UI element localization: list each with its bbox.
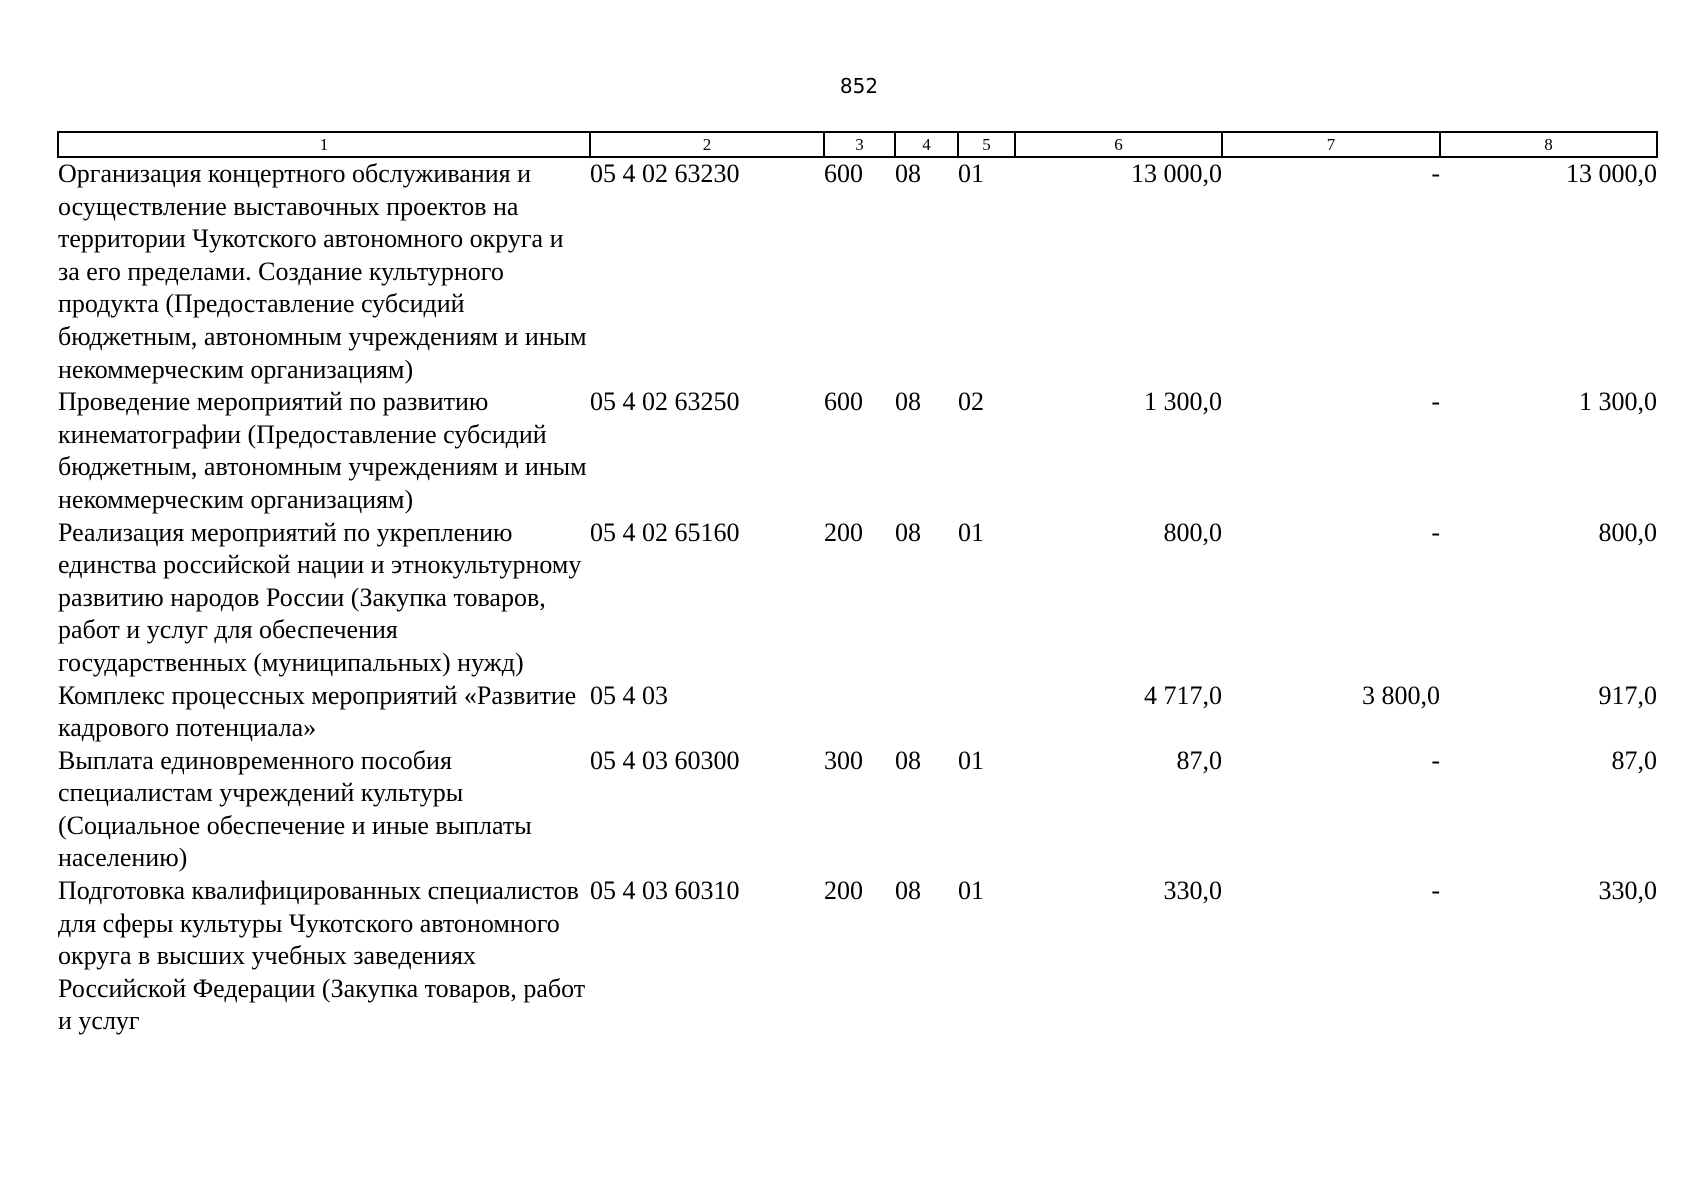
column-header-2: 2 [590,132,824,157]
column-header-1: 1 [58,132,590,157]
row-col-4: 08 [895,517,921,547]
row-col-4 [895,680,958,745]
row-col-4: 08 [895,745,921,775]
table-row [58,745,1657,875]
row-col-3: 200 [824,876,863,906]
row-col-5: 01 [958,876,984,906]
row-code: 05 4 03 60310 [590,876,740,906]
row-code: 05 4 03 [590,680,668,710]
row-col-5 [958,680,1015,745]
column-number-row [58,132,1657,157]
column-header-7: 7 [1222,132,1440,157]
table-row [58,157,1657,386]
row-col-4: 08 [895,159,921,188]
row-col-7: - [1431,876,1440,906]
row-col-8: 1 300,0 [1579,387,1657,417]
row-col-8: 330,0 [1598,876,1657,906]
row-code: 05 4 02 65160 [590,517,740,547]
row-col-6: 87,0 [1176,745,1222,775]
row-col-6: 330,0 [1163,876,1222,906]
row-col-5: 01 [958,159,984,188]
row-col-4: 08 [895,387,921,417]
table-row [58,517,1657,680]
row-col-7: - [1431,159,1440,188]
table-row [58,386,1657,516]
row-name: Подготовка квалифицированных специалистов для сферы культуры Чукотского автономного округа в высших учебных заведениях Российской Федерации (Закупка товаров, работ и услуг [58,876,586,1036]
row-col-3: 300 [824,745,863,775]
table-header [58,132,1657,157]
row-col-6: 4 717,0 [1144,680,1222,710]
row-col-6: 1 300,0 [1144,387,1222,417]
row-col-7: - [1431,387,1440,417]
row-col-7: - [1431,517,1440,547]
row-col-3: 200 [824,517,863,547]
row-name: Организация концертного обслуживания и осуществление выставочных проектов на территории Чукотского автономного округа и за его пределами. Создание культурного продукта (Предоставление субсидий бюджетным, автономным учреждениям и иным некоммерческим организациям) [58,159,587,384]
column-header-4: 4 [895,132,958,157]
column-header-5: 5 [958,132,1015,157]
table-row [58,680,1657,745]
row-code: 05 4 02 63250 [590,387,740,417]
row-col-4: 08 [895,876,921,906]
row-col-5: 01 [958,745,984,775]
row-col-5: 01 [958,517,984,547]
row-name: Проведение мероприятий по развитию кинематографии (Предоставление субсидий бюджетным, автономным учреждениям и иным некоммерческим организациям) [58,387,587,514]
budget-table [57,131,1658,1038]
column-header-8: 8 [1440,132,1657,157]
row-name: Реализация мероприятий по укреплению единства российской нации и этнокультурному развитию народов России (Закупка товаров, работ и услуг для обеспечения государственных (муниципальных) нужд) [58,517,582,677]
row-col-3: 600 [824,159,863,188]
row-col-8: 13 000,0 [1566,159,1657,188]
row-col-8: 800,0 [1598,517,1657,547]
column-header-6: 6 [1015,132,1222,157]
row-col-6: 800,0 [1163,517,1222,547]
row-col-8: 87,0 [1611,745,1657,775]
row-col-5: 02 [958,387,984,417]
row-col-7: - [1431,745,1440,775]
row-col-8: 917,0 [1598,680,1657,710]
row-code: 05 4 03 60300 [590,745,740,775]
row-name: Комплекс процессных мероприятий «Развитие кадрового потенциала» [58,680,577,743]
page-number: 852 [839,74,879,98]
row-col-6: 13 000,0 [1131,159,1222,188]
column-header-3: 3 [824,132,895,157]
row-col-7: 3 800,0 [1362,680,1440,710]
row-name: Выплата единовременного пособия специалистам учреждений культуры (Социальное обеспечение и иные выплаты населению) [58,745,532,873]
row-code: 05 4 02 63230 [590,159,740,188]
table-body [58,157,1657,1038]
table-row [58,875,1657,1038]
row-col-3: 600 [824,387,863,417]
row-col-3 [824,680,895,745]
